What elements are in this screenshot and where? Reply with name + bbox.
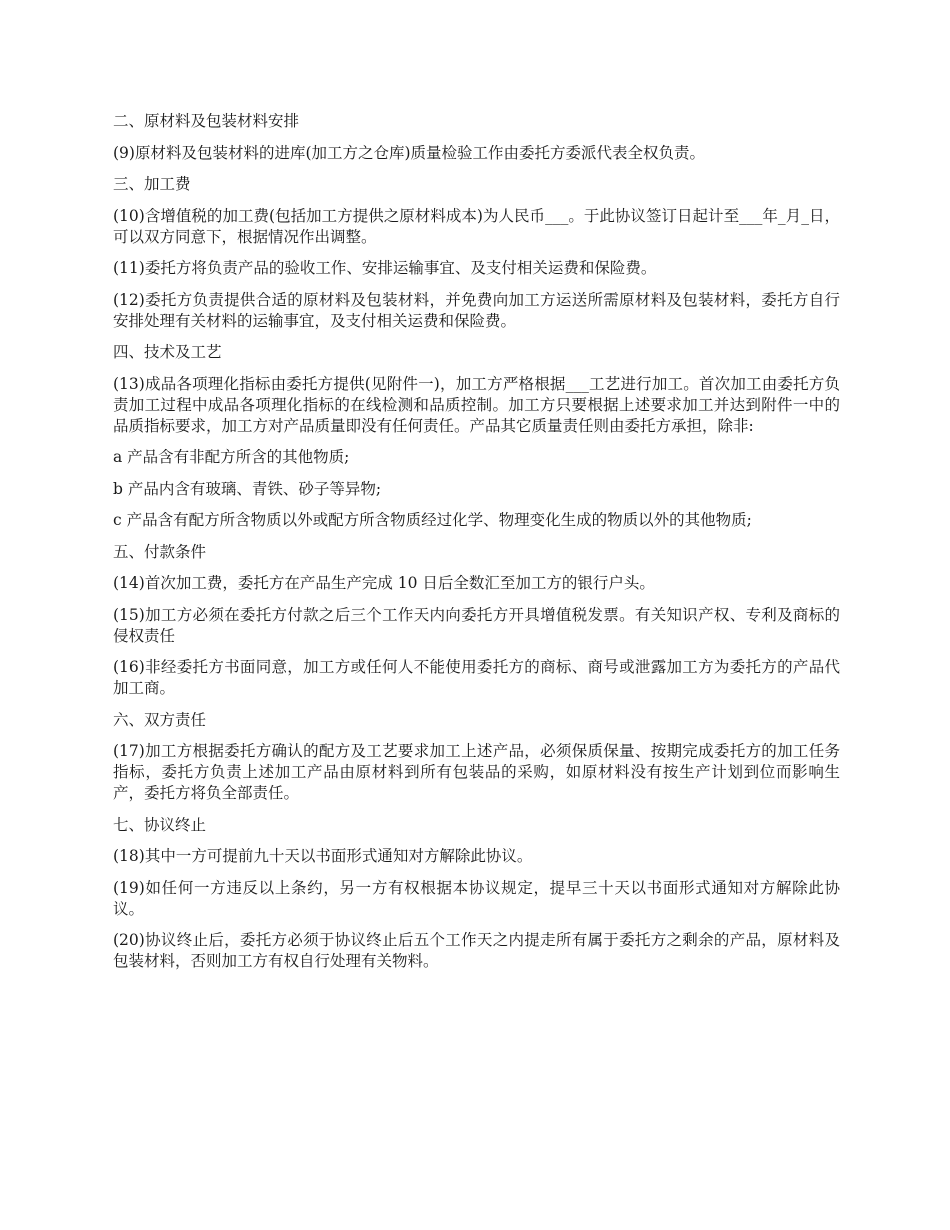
clause-10: (10)含增值税的加工费(包括加工方提供之原材料成本)为人民币___。于此协议签订日起计至___年_月_日，可以双方同意下，根据情况作出调整。 [113,206,840,246]
section-heading-payment: 五、付款条件 [113,542,207,561]
section-heading-responsibilities: 六、双方责任 [113,710,207,729]
clause-13-item-c: c 产品含有配方所含物质以外或配方所含物质经过化学、物理变化生成的物质以外的其他物质; [113,511,752,529]
clause-13-item-b: b 产品内含有玻璃、青铁、砂子等异物; [113,479,382,498]
document-page [113,111,840,983]
clause-16: (16)非经委托方书面同意，加工方或任何人不能使用委托方的商标、商号或泄露加工方为委托方的产品代加工商。 [113,658,840,697]
clause-13: (13)成品各项理化指标由委托方提供(见附件一)，加工方严格根据___工艺进行加工。首次加工由委托方负责加工过程中成品各项理化指标的在线检测和品质控制。加工方只要根据上述要求加工并达到附件一中的品质指标要求，加工方对产品质量即没有任何责任。产品其它质量责任则由委托方承担，除非: [113,374,840,435]
clause-19: (19)如任何一方违反以上条约，另一方有权根据本协议规定，提早三十天以书面形式通知对方解除此协议。 [113,878,840,918]
clause-17: (17)加工方根据委托方确认的配方及工艺要求加工上述产品，必须保质保量、按期完成委托方的加工任务指标，委托方负责上述加工产品由原材料到所有包装品的采购，如原材料没有按生产计划到位而影响生产，委托方将负全部责任。 [113,742,840,802]
clause-13-item-a: a 产品含有非配方所含的其他物质; [113,448,350,466]
section-heading-processing-fee: 三、加工费 [113,175,191,193]
clause-14: (14)首次加工费，委托方在产品生产完成 10 日后全数汇至加工方的银行户头。 [113,574,655,592]
clause-12: (12)委托方负责提供合适的原材料及包装材料，并免费向加工方运送所需原材料及包装材料，委托方自行安排处理有关材料的运输事宜，及支付相关运费和保险费。 [113,290,840,330]
clause-18: (18)其中一方可提前九十天以书面形式通知对方解除此协议。 [113,847,533,865]
section-heading-termination: 七、协议终止 [113,815,207,834]
clause-9: (9)原材料及包装材料的进库(加工方之仓库)质量检验工作由委托方委派代表全权负责。 [113,143,706,162]
clause-15: (15)加工方必须在委托方付款之后三个工作天内向委托方开具增值税发票。有关知识产权、专利及商标的侵权责任 [113,605,840,645]
clause-20: (20)协议终止后，委托方必须于协议终止后五个工作天之内提走所有属于委托方之剩余的产品，原材料及包装材料，否则加工方有权自行处理有关物料。 [113,931,840,970]
clause-11: (11)委托方将负责产品的验收工作、安排运输事宜、及支付相关运费和保险费。 [113,259,657,277]
section-heading-materials: 二、原材料及包装材料安排 [113,112,300,130]
section-heading-technology: 四、技术及工艺 [113,343,222,361]
